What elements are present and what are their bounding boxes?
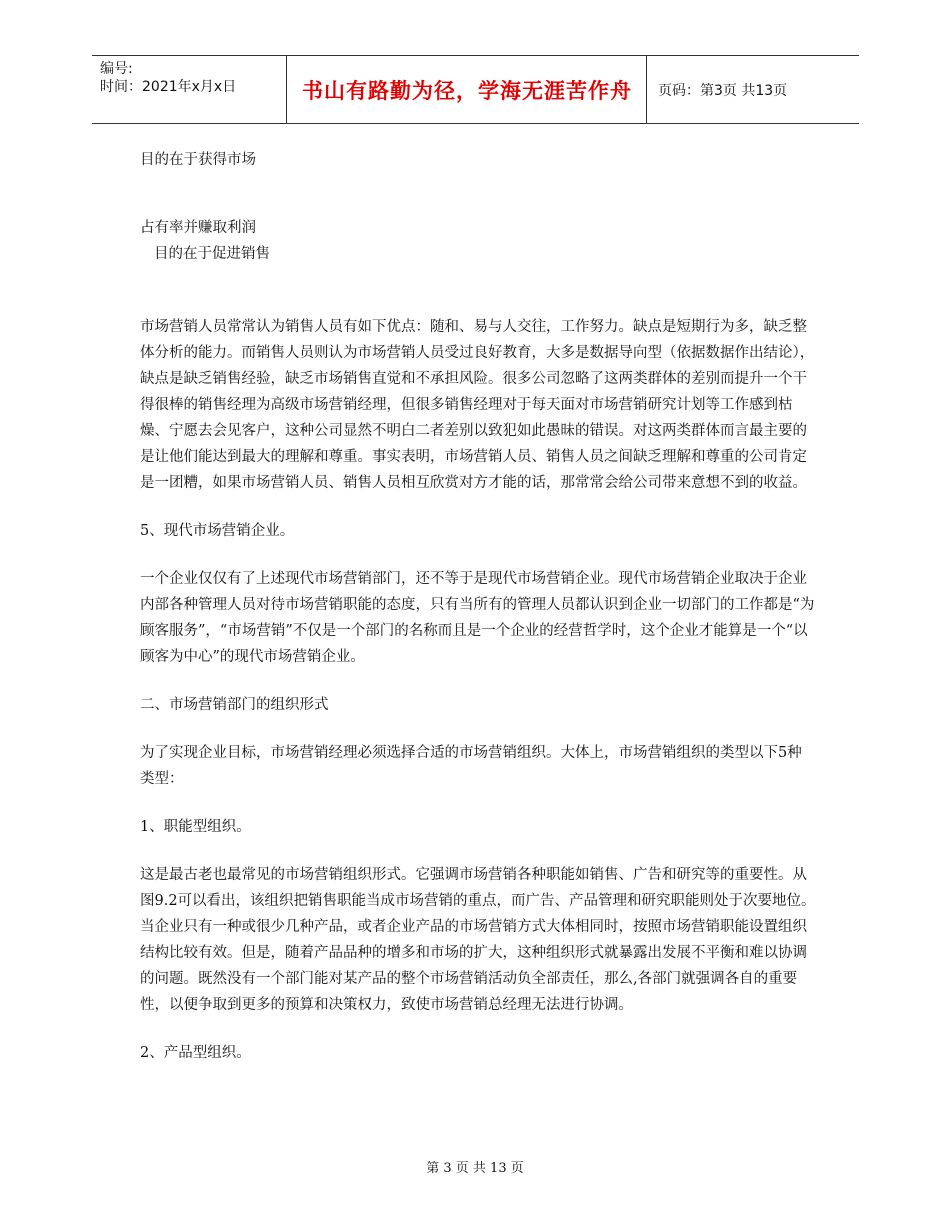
header-page-info: 页码：第3页 共13页	[658, 82, 788, 99]
header-motto: 书山有路勤为径，学海无涯苦作舟	[302, 78, 632, 103]
section-heading: 二、市场营销部门的组织形式	[140, 697, 329, 713]
document-body	[140, 147, 816, 1066]
page-footer: 第 3 页 共 13 页	[426, 1161, 524, 1176]
document-time-label: 时间：2021年x月x日	[100, 79, 237, 95]
body-line: 目的在于获得市场	[140, 152, 256, 168]
page-header	[92, 55, 859, 124]
section-heading: 2、产品型组织。	[140, 1045, 251, 1061]
section-heading: 1、职能型组织。	[140, 819, 251, 835]
paragraph: 市场营销人员常常认为销售人员有如下优点：随和、易与人交往，工作努力。缺点是短期行为多，缺乏整体分析的能力。而销售人员则认为市场营销人员受过良好教育，大多是数据导向型（依据数据作出结论），缺点是缺乏销售经验，缺乏市场销售直觉和不承担风险。很多公司忽略了这两类群体的差别而提升一个干得很棒的销售经理为高级市场营销经理，但很多销售经理对于每天面对市场营销研究计划等工作感到枯燥、宁愿去会见客户，这种公司显然不明白二者差别以致犯如此愚昧的错误。对这两类群体而言最主要的是让他们能达到最大的理解和尊重。事实表明，市场营销人员、销售人员之间缺乏理解和尊重的公司肯定是一团糟，如果市场营销人员、销售人员相互欣赏对方才能的话，那常常会给公司带来意想不到的收益。	[140, 319, 815, 491]
header-meta	[100, 60, 286, 96]
paragraph: 这是最古老也最常见的市场营销组织形式。它强调市场营销各种职能如销售、广告和研究等的重要性。从图9.2可以看出，该组织把销售职能当成市场营销的重点，而广告、产品管理和研究职能则处于次要地位。当企业只有一种或很少几种产品，或者企业产品的市场营销方式大体相同时，按照市场营销职能设置组织结构比较有效。但是，随着产品品种的增多和市场的扩大，这种组织形式就暴露出发展不平衡和难以协调的问题。既然没有一个部门能对某产品的整个市场营销活动负全部责任，那么,各部门就强调各自的重要性，以便争取到更多的预算和决策权力，致使市场营销总经理无法进行协调。	[140, 867, 816, 1013]
body-line: 目的在于促进销售	[154, 246, 270, 262]
document-number-label: 编号:	[100, 61, 133, 77]
header-divider	[286, 56, 287, 123]
header-divider	[646, 56, 647, 123]
section-heading: 5、现代市场营销企业。	[140, 523, 295, 539]
body-line: 占有率并赚取利润	[140, 220, 256, 236]
paragraph: 一个企业仅仅有了上述现代市场营销部门，还不等于是现代市场营销企业。现代市场营销企业取决于企业内部各种管理人员对待市场营销职能的态度，只有当所有的管理人员都认识到企业一切部门的工作都是“为顾客服务”，“市场营销”不仅是一个部门的名称而且是一个企业的经营哲学时，这个企业才能算是一个“以顾客为中心”的现代市场营销企业。	[140, 571, 815, 665]
paragraph: 为了实现企业目标，市场营销经理必须选择合适的市场营销组织。大体上，市场营销组织的类型以下5种类型：	[140, 745, 802, 787]
